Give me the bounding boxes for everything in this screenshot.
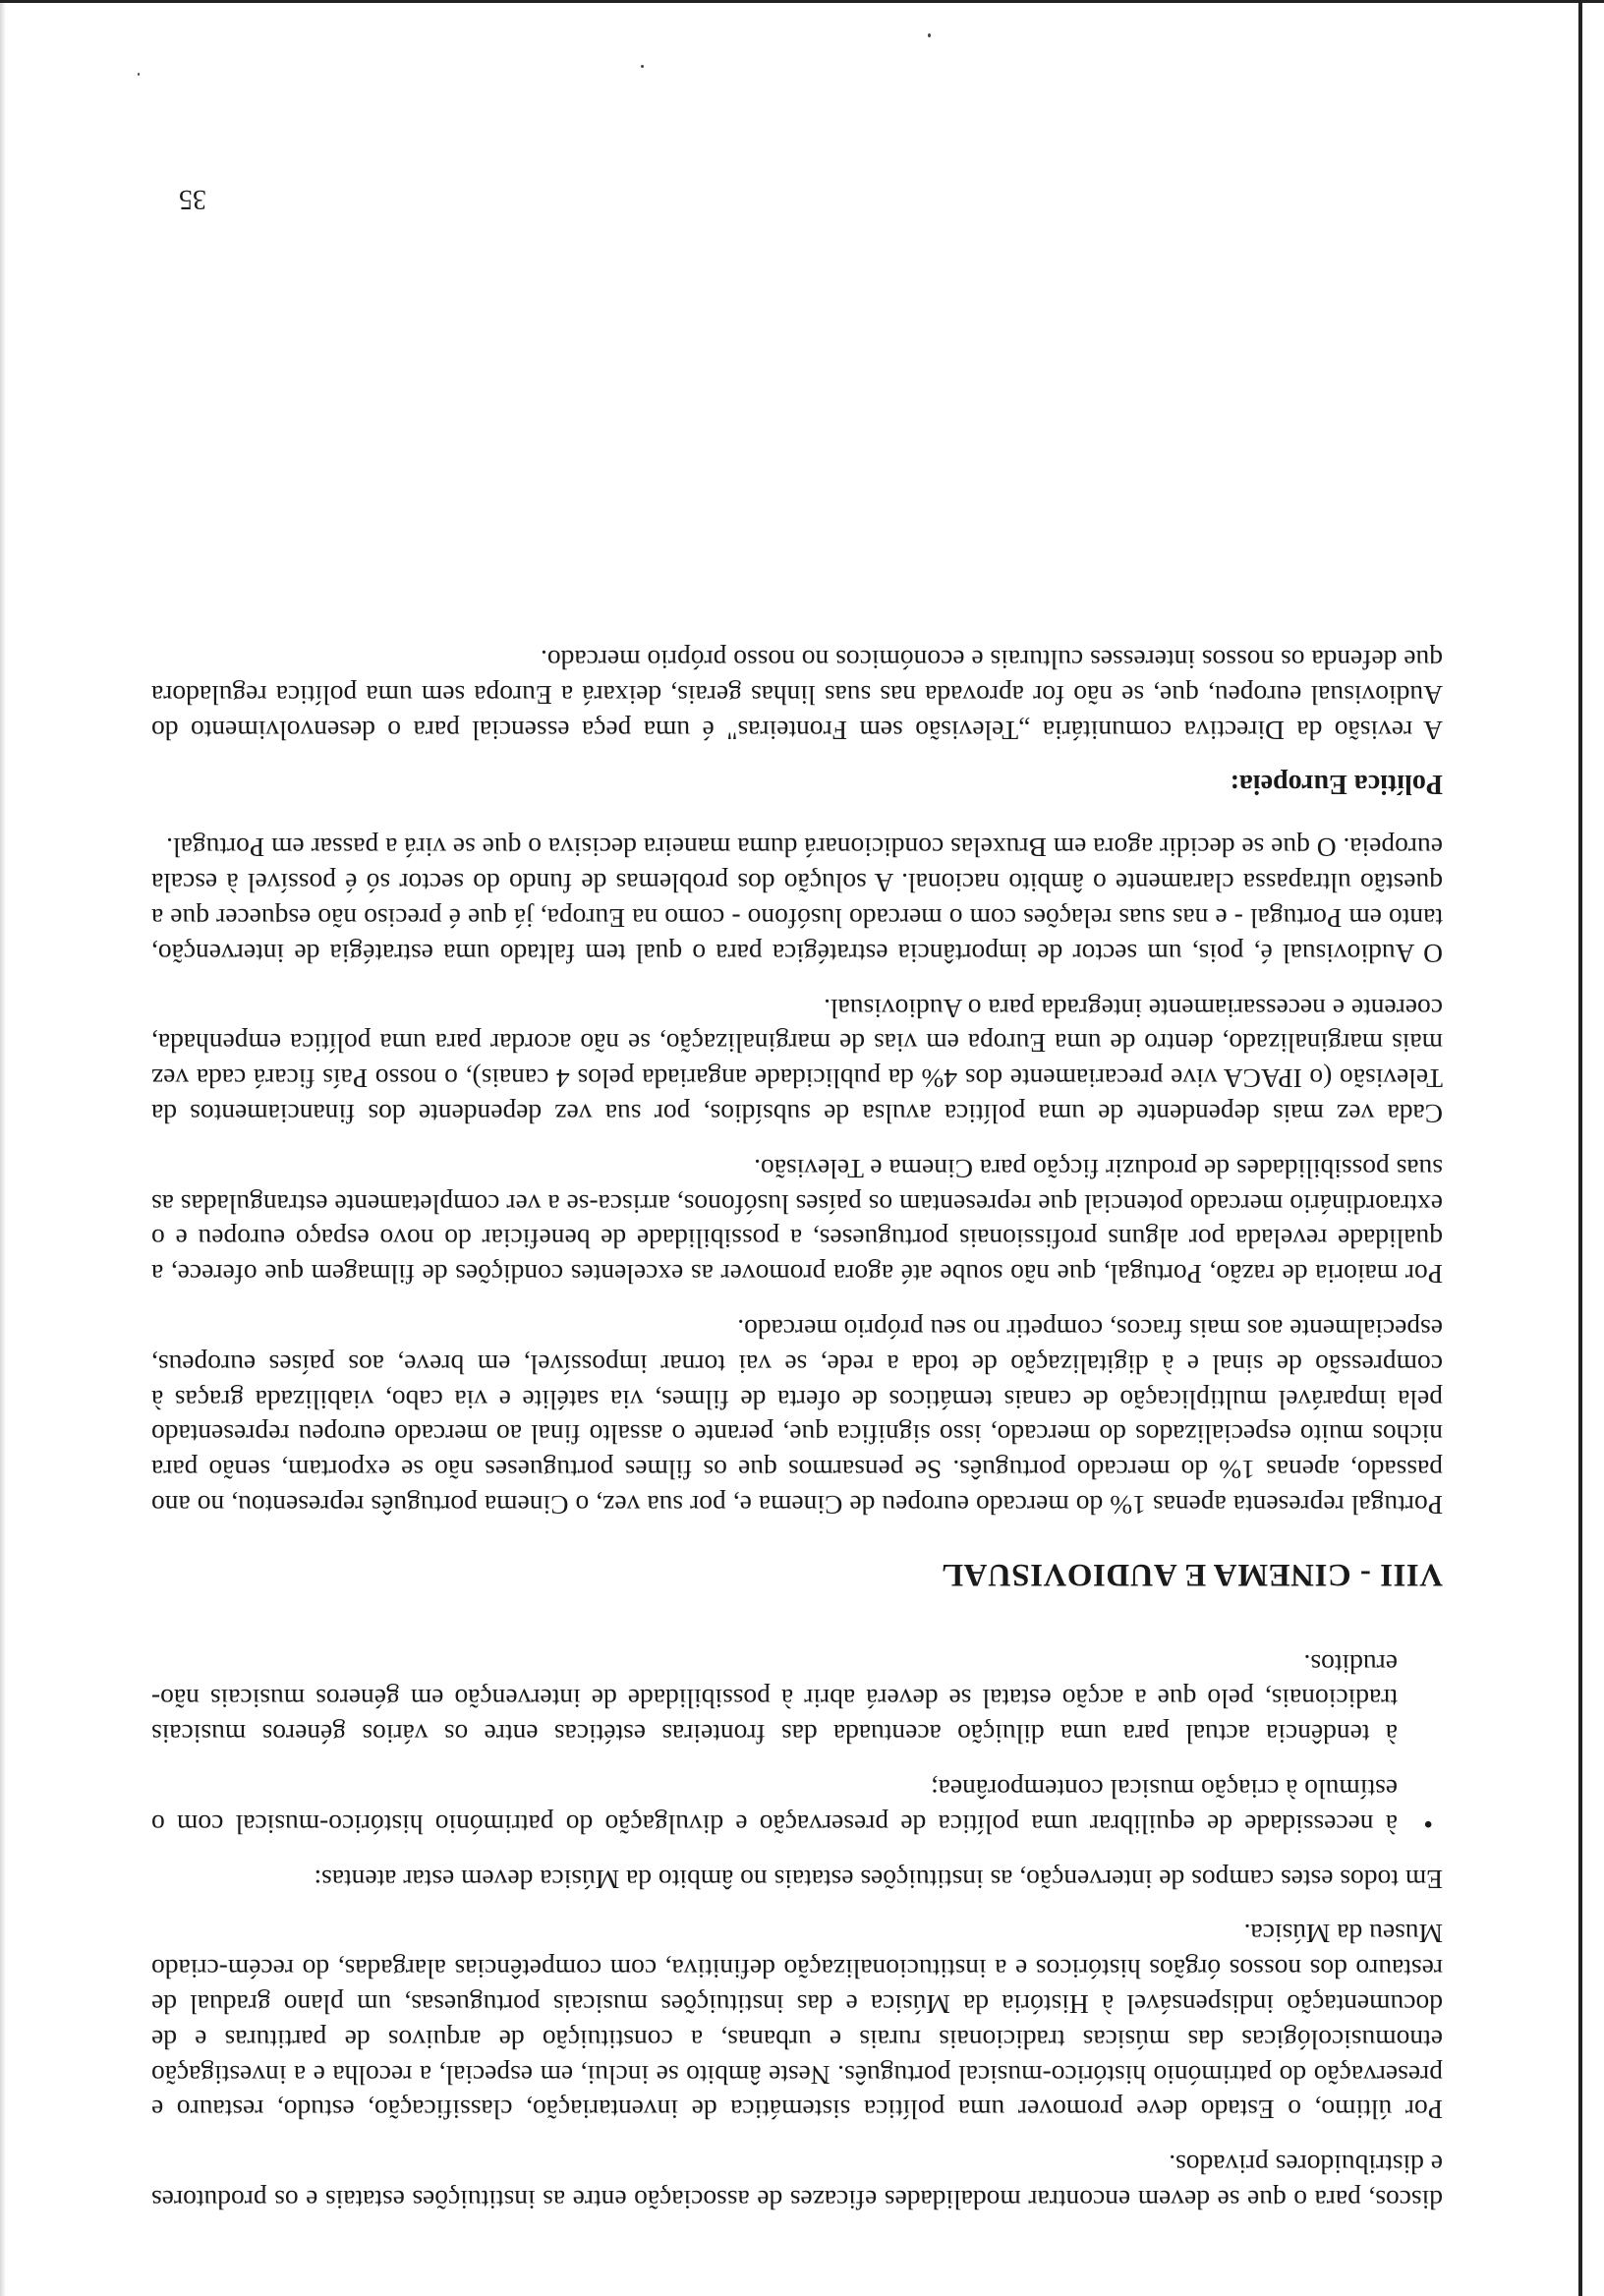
paragraph: Por último, o Estado deve promover uma política sistemática de inventariação, classificação, estudo, restauro e preservação do património histórico-musical português. Neste âmbito se inclui, em especial, a recolha e a investigação etnomusicológicas das músicas tradicionais rurais e urbanas, a constituição de arquivos de partituras e de documentação indispensável à História da Música e das instituições musicais portuguesas, um plano gradual de restauro dos nossos órgãos históricos e a institucionalização definitiva, com competências alargadas, do recém-criado Museu da Música. xyxy=(151,1919,1443,2126)
paragraph: O Audiovisual é, pois, um sector de importância estratégica para o qual tem faltado uma estratégia de intervenção, tanto em Portugal - e nas suas relações com o mercado lusófono - como na Europa, já que é preciso não esquecer que a questão ultrapassa claramente o âmbito nacional. A solução dos problemas de fundo do sector só é possível à escala europeia. O que se decidir agora em Bruxelas condicionará duma maneira decisiva o que se virá a passar em Portugal. xyxy=(151,832,1443,969)
paragraph: Cada vez mais dependente de uma política avulsa de subsídios, por sua vez dependente dos financiamentos da Televisão (o IPACA vive precariamente dos 4% da publicidade angariada pelos 4 canais), o nosso País ficará cada vez mais marginalizado, dentro de uma Europa em vias de marginalização, se não acordar para uma política empenhada, coerente e necessariamente integrada para o Audiovisual. xyxy=(151,993,1443,1130)
paragraph: A revisão da Directiva comunitária „Televisão sem Fronteiras" é uma peça essencial para o desenvolvimento do Audiovisual europeu, que, se não for aprovada nas suas linhas gerais, deixará a Europa sem uma política reguladora que defenda os nossos interesses culturais e económicos no nosso próprio mercado. xyxy=(151,645,1443,746)
paragraph: Portugal representa apenas 1% do mercado europeu de Cinema e, por sua vez, o Cinema português representou, no ano passado, apenas 1% do mercado português. Se pensarmos que os filmes portugueses não se exportam, senão para nichos muito especializados do mercado, isso significa que, perante o assalto final ao mercado europeu representado pela imparável multiplicação de canais temáticos de oferta de filmes, via satélite e via cabo, viabilizada graças à compressão de sinal e à digitalização de toda a rede, se vai tornar impossível, em breve, aos países europeus, especialmente aos mais fracos, competir no seu próprio mercado. xyxy=(151,1314,1443,1521)
bullet-item xyxy=(151,1771,1433,1842)
subsection-title: Política Europeia: xyxy=(1230,768,1443,799)
body-text xyxy=(151,623,1443,2217)
indented-item: à tendência actual para uma diluição acentuada das fronteiras estéticas entre os vários géneros musicais tradicionais, pelo que a acção estatal se deverá abrir à possibilidade de intervenção em géneros musicais não-eruditos. xyxy=(151,1648,1398,1751)
paragraph: Por maioria de razão, Portugal, que não soube até agora promover as excelentes condições de filmagem que oferece, a qualidade revelada por alguns profissionais portugueses, a possibilidade de beneficiar do novo espaço europeu e o extraordinário mercado potencial que representam os países lusófonos, arrisca-se a ver completamente estranguladas as suas possibilidades de produzir ficção para Cinema e Televisão. xyxy=(151,1153,1443,1291)
page-number: 35 xyxy=(179,184,206,214)
paragraph: Em todos estes campos de intervenção, as instituições estatais no âmbito da Música devem estar atentas: xyxy=(314,1864,1443,1895)
section-title: VIII - CINEMA E AUDIOVISUAL xyxy=(941,1556,1443,1592)
paragraph: discos, para o que se devem encontrar modalidades eficazes de associação entre as instituições estatais e os produtores e distribuidores privados. xyxy=(151,2150,1443,2215)
bullet-dot: • xyxy=(1423,1808,1433,1840)
bullet-text: à necessidade de equilibrar uma política de preservação e divulgação do património histórico-musical com o estímulo à criação musical contemporânea; xyxy=(151,1774,1398,1840)
